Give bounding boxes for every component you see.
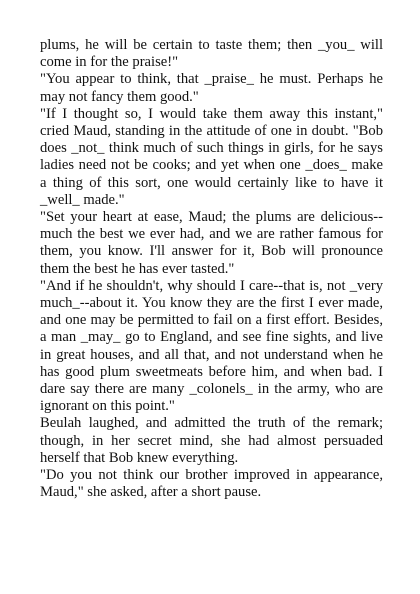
paragraph-4: "Set your heart at ease, Maud; the plums are delicious--much the best we ever had, and we are rather famous for them, you know. I'll answer for it, Bob will pronounce them the best he has ever tasted." — [40, 209, 383, 277]
paragraph-7: "Do you not think our brother improved in appearance, Maud," she asked, after a short pause. — [40, 467, 383, 501]
paragraph-1: plums, he will be certain to taste them; then _you_ will come in for the praise!" — [40, 37, 383, 71]
page-text — [40, 37, 383, 501]
paragraph-3: "If I thought so, I would take them away this instant," cried Maud, standing in the attitude of one in doubt. "Bob does _not_ think much of such things in girls, for he says ladies need not be cooks; and yet when one _does_ make a thing of this sort, one would certainly like to have it _well_ made." — [40, 105, 383, 208]
paragraph-6: Beulah laughed, and admitted the truth of the remark; though, in her secret mind, she had almost persuaded herself that Bob knew everything. — [40, 415, 383, 466]
paragraph-2: "You appear to think, that _praise_ he must. Perhaps he may not fancy them good." — [40, 71, 383, 105]
paragraph-5: "And if he shouldn't, why should I care--that is, not _very much_--about it. You know they are the first I ever made, and one may be permitted to fail on a first effort. Besides, a man _may_ go to England, and see fine sights, and live in great houses, and all that, and not understand when he has good plum sweetmeats before him, and when bad. I dare say there are many _colonels_ in the army, who are ignorant on this point." — [40, 277, 383, 415]
